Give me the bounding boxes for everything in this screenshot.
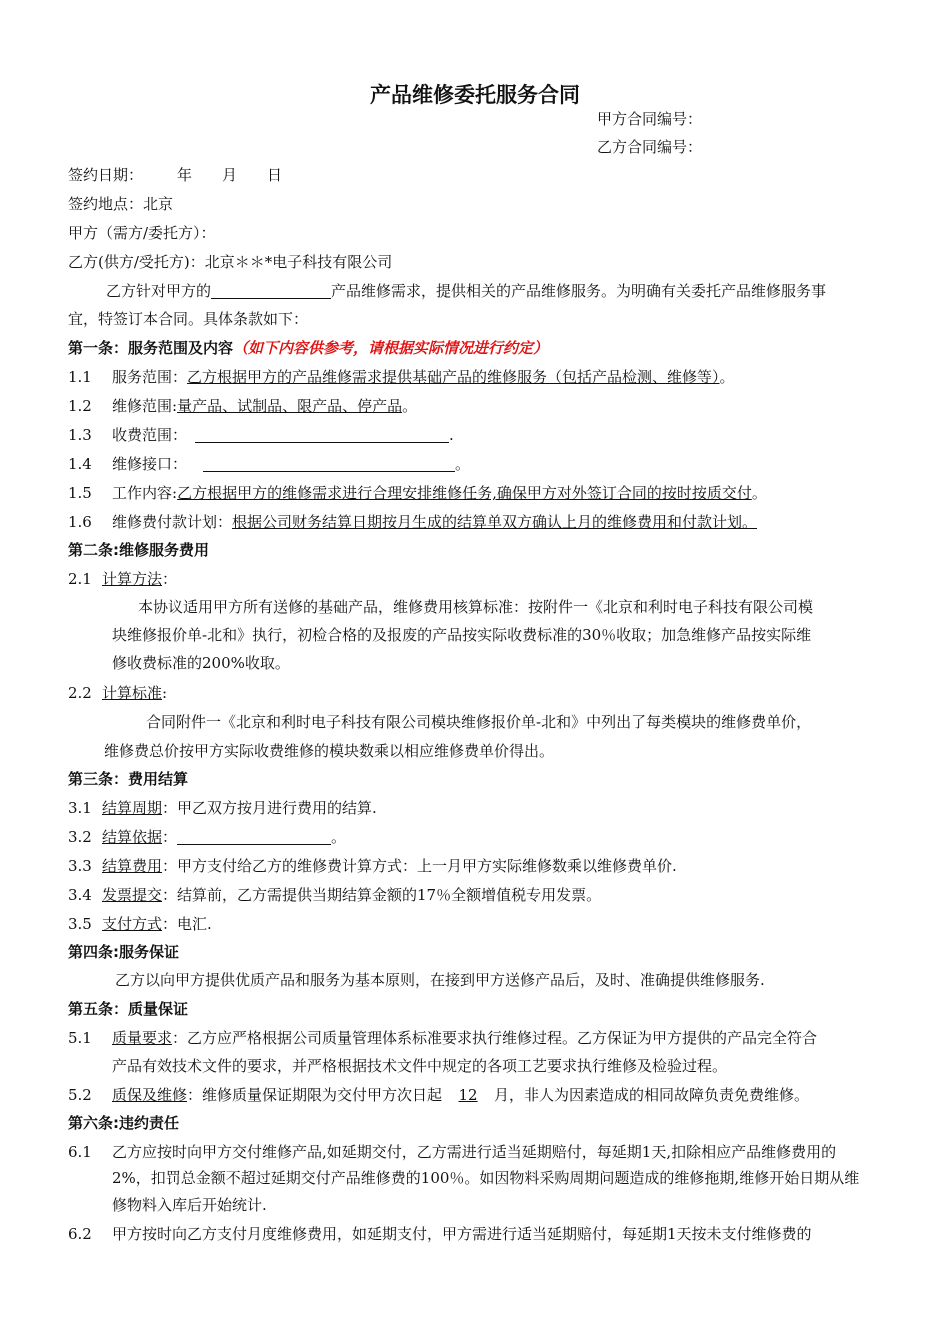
item-end: .	[449, 426, 454, 444]
intro-line-1	[106, 280, 826, 302]
article-4-text: 乙方以向甲方提供优质产品和服务为基本原则，在接到甲方送修产品后，及时、准确提供维修服务.	[115, 971, 765, 989]
item-5-1-line-2: 产品有效技术文件的要求，并严格根据技术文件中规定的各项工艺要求执行维修及检验过程。	[112, 1057, 728, 1075]
item-number: 3.1	[68, 799, 92, 817]
sign-date-label: 签约日期：	[68, 166, 144, 184]
item-text: ：结算前，乙方需提供当期结算金额的17％全额增值税专用发票。	[162, 886, 602, 904]
item-text: ：	[162, 828, 178, 846]
article-4-heading: 第四条:服务保证	[68, 943, 179, 961]
party-b: 乙方(供方/受托方)：北京＊＊*电子科技有限公司	[68, 253, 393, 271]
item-1-5	[68, 482, 767, 504]
item-5-2	[68, 1084, 809, 1106]
item-number: 3.2	[68, 828, 92, 846]
item-end: 。	[455, 455, 471, 473]
item-1-6	[68, 511, 757, 533]
intro-text-a: 乙方针对甲方的	[106, 282, 212, 300]
item-end: 。	[719, 368, 735, 386]
article-5-heading: 第五条：质量保证	[68, 1000, 189, 1018]
item-label: 支付方式	[102, 915, 163, 933]
item-text-a: ：维修质量保证期限为交付甲方次日起	[187, 1086, 443, 1104]
item-label: 计算方法	[102, 570, 163, 588]
sign-place: 签约地点：北京	[68, 195, 174, 213]
document-title: 产品维修委托服务合同	[370, 83, 580, 107]
item-label: 维修范围:	[112, 397, 178, 415]
product-blank	[211, 282, 331, 299]
item-label: 服务范围：	[112, 368, 188, 386]
article-2-heading: 第二条:维修服务费用	[68, 541, 209, 559]
item-text: ：电汇.	[162, 915, 212, 933]
item-3-2	[68, 826, 346, 848]
item-text: 甲方按时向乙方支付月度维修费用，如延期支付，甲方需进行适当延期赔付，每延期1天按未支付维修费的	[112, 1225, 812, 1243]
item-text: 乙方应按时向甲方交付维修产品,如延期交付，乙方需进行适当延期赔付，每延期1天,扣除相应产品维修费用的	[112, 1143, 837, 1161]
item-colon: :	[162, 684, 168, 702]
repair-interface-blank	[203, 455, 455, 472]
item-3-4	[68, 884, 601, 906]
item-2-2	[68, 682, 167, 704]
sign-year: 年	[177, 166, 193, 184]
item-text: ：甲乙双方按月进行费用的结算.	[162, 799, 377, 817]
item-number: 3.3	[68, 857, 92, 875]
item-number: 6.2	[68, 1225, 92, 1243]
item-1-4	[68, 453, 470, 475]
item-6-1-line-3: 修物料入库后开始统计.	[112, 1196, 267, 1214]
intro-text-b: 产品维修需求，提供相关的产品维修服务。为明确有关委托产品维修服务事	[331, 282, 827, 300]
item-number: 1.5	[68, 484, 92, 502]
item-2-1-line-2: 块维修报价单-北和》执行，初检合格的及报废的产品按实际收费标准的30％收取；加急维修产品按实际维	[112, 626, 812, 644]
item-2-2-line-2: 维修费总价按甲方实际收费维修的模块数乘以相应维修费单价得出。	[104, 742, 555, 760]
settlement-basis-blank	[177, 828, 331, 845]
item-number: 3.5	[68, 915, 92, 933]
item-number: 6.1	[68, 1143, 92, 1161]
item-3-3	[68, 855, 677, 877]
item-text: ：甲方支付给乙方的维修费计算方式：上一月甲方实际维修数乘以维修费单价.	[162, 857, 677, 875]
item-number: 1.3	[68, 426, 92, 444]
item-number: 2.1	[68, 570, 92, 588]
item-1-1	[68, 366, 735, 388]
item-label: 结算费用	[102, 857, 163, 875]
item-end: 。	[751, 484, 767, 502]
item-number: 3.4	[68, 886, 92, 904]
party-a: 甲方（需方/委托方）：	[68, 224, 216, 242]
item-5-1	[68, 1027, 817, 1049]
item-label: 维修费付款计划：	[112, 513, 233, 531]
item-3-1	[68, 797, 377, 819]
article-3-heading: 第三条：费用结算	[68, 770, 189, 788]
item-end: 。	[402, 397, 418, 415]
item-number: 1.1	[68, 368, 92, 386]
item-label: 结算周期	[102, 799, 163, 817]
item-2-1-line-1: 本协议适用甲方所有送修的基础产品，维修费用核算标准：按附件一《北京和利时电子科技有限公司模	[138, 598, 814, 616]
intro-line-2: 宜，特签订本合同。具体条款如下：	[68, 310, 309, 328]
item-label: 计算标准	[102, 684, 163, 702]
article-1-note: （如下内容供参考，请根据实际情况进行约定）	[233, 339, 549, 357]
item-number: 5.2	[68, 1086, 92, 1104]
sign-day: 日	[267, 166, 283, 184]
item-2-1	[68, 568, 177, 590]
item-3-5	[68, 913, 212, 935]
item-label: 维修接口：	[112, 455, 188, 473]
item-text: 乙方根据甲方的维修需求进行合理安排维修任务,确保甲方对外签订合同的按时按质交付	[177, 484, 752, 502]
item-text: 根据公司财务结算日期按月生成的结算单双方确认上月的维修费用和付款计划。	[232, 513, 758, 531]
item-number: 1.4	[68, 455, 92, 473]
sign-month: 月	[222, 166, 238, 184]
item-label: 收费范围：	[112, 426, 188, 444]
item-label: 质保及维修	[112, 1086, 188, 1104]
article-1-heading	[68, 337, 548, 359]
sign-date-line	[68, 164, 282, 186]
item-label: 发票提交	[102, 886, 163, 904]
warranty-months: 12	[458, 1086, 478, 1104]
fee-scope-blank	[195, 426, 449, 443]
item-2-1-line-3: 修收费标准的200%收取。	[112, 654, 290, 672]
item-end: 。	[331, 828, 347, 846]
item-label: 工作内容:	[112, 484, 178, 502]
item-number: 1.2	[68, 397, 92, 415]
item-text: 量产品、试制品、限产品、停产品	[177, 397, 403, 415]
item-text-b: 月，非人为因素造成的相同故障负责免费维修。	[494, 1086, 810, 1104]
item-number: 1.6	[68, 513, 92, 531]
item-6-1	[68, 1141, 836, 1163]
party-a-contract-no: 甲方合同编号：	[597, 110, 703, 128]
item-label: 质量要求	[112, 1029, 173, 1047]
item-6-2	[68, 1223, 812, 1245]
item-colon: ：	[162, 570, 178, 588]
item-label: 结算依据	[102, 828, 163, 846]
item-number: 2.2	[68, 684, 92, 702]
article-1-title: 第一条：服务范围及内容	[68, 339, 234, 357]
item-text: 乙方根据甲方的产品维修需求提供基础产品的维修服务（包括产品检测、维修等）	[187, 368, 720, 386]
article-6-heading: 第六条:违约责任	[68, 1114, 179, 1132]
item-1-3	[68, 424, 454, 446]
item-number: 5.1	[68, 1029, 92, 1047]
item-2-2-line-1: 合同附件一《北京和利时电子科技有限公司模块维修报价单-北和》中列出了每类模块的维修费单价，	[146, 713, 812, 731]
item-1-2	[68, 395, 417, 417]
item-6-1-line-2: 2%，扣罚总金额不超过延期交付产品维修费的100％。如因物料采购周期问题造成的维修拖期,维修开始日期从维	[112, 1169, 860, 1187]
party-b-contract-no: 乙方合同编号：	[597, 138, 703, 156]
item-text: ：乙方应严格根据公司质量管理体系标准要求执行维修过程。乙方保证为甲方提供的产品完全符合	[172, 1029, 818, 1047]
